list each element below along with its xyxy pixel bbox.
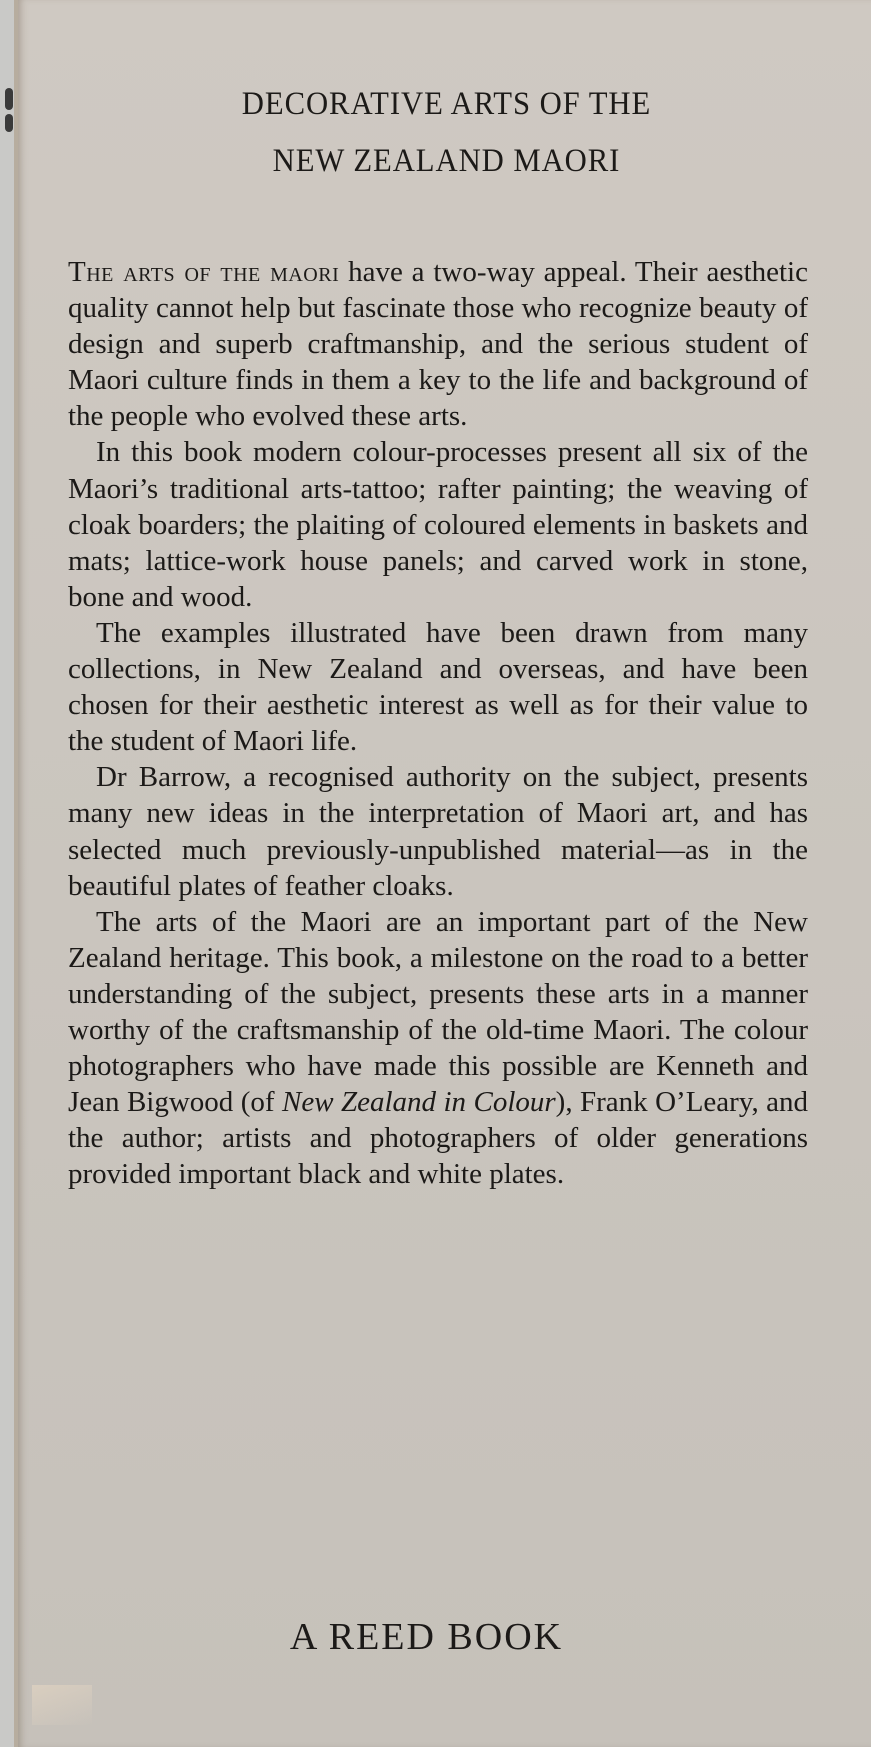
title-line-1: DECORATIVE ARTS OF THE	[241, 86, 652, 122]
paragraph-1-text: have a two-way appeal. Their aesthetic quality cannot help but fascinate those who recognize beauty of design and superb craftmanship, and the serious student of Maori culture finds in them a key to the life and background of the people who evolved these arts.	[68, 256, 808, 433]
paragraph-3: The examples illustrated have been drawn from many collections, in New Zealand and overseas, and have been chosen for their aesthetic interest as well as for their value to the student of Maori life.	[68, 616, 808, 758]
lead-small-caps: The arts of the maori	[68, 256, 340, 288]
spine-mark	[5, 88, 13, 110]
paragraph-2: In this book modern colour-processes present all six of the Maori’s traditional arts-tattoo; rafter painting; the weaving of cloak boarders; the plaiting of coloured elements in baskets and mats; lattice-work house panels; and carved work in stone, bone and wood.	[68, 436, 808, 613]
spine-mark	[5, 114, 13, 132]
paragraph-5	[68, 904, 808, 1193]
paragraph-1	[68, 254, 808, 434]
paragraph-4: Dr Barrow, a recognised authority on the subject, presents many new ideas in the interpretation of Maori art, and has selected much previously-unpublished material—as in the beautiful plates of feather cloaks.	[68, 761, 808, 902]
paper-crease	[32, 1685, 92, 1725]
book-flap-page	[14, 0, 871, 1747]
publisher-imprint: A REED BOOK	[289, 1616, 564, 1658]
italic-book-title: New Zealand in Colour	[282, 1086, 556, 1119]
paragraph-5-text-b: ), Frank O’Leary, and the author; artists and photographers of older generations provided important black and white plates.	[68, 1086, 808, 1191]
title-line-2: NEW ZEALAND MAORI	[272, 143, 621, 179]
blurb-body	[68, 254, 808, 1192]
paragraph-5-text-a: The arts of the Maori are an important part of the New Zealand heritage. This book, a milestone on the road to a better understanding of the subject, presents these arts in a manner worthy of the craftsmanship of the old-time Maori. The colour photographers who have made this possible are Kenneth and Jean Bigwood (of	[68, 905, 808, 1119]
